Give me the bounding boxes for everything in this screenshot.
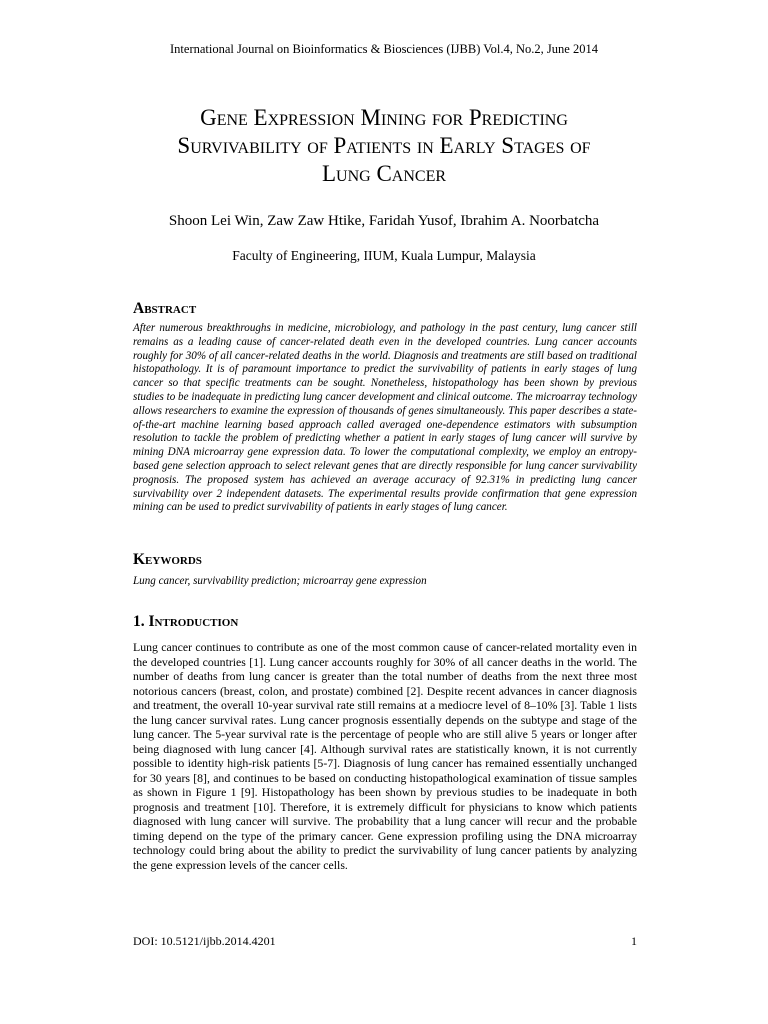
introduction-text: Lung cancer continues to contribute as one of the most common cause of cancer-related mortality even in the developed countries [1]. Lung cancer accounts roughly for 30% of all cancer deaths in the world. The number of deaths from lung cancer is greater than the total number of deaths from the next three most notorious cancers (breast, colon, and prostate) combined [2]. Despite recent advances in cancer diagnosis and treatment, the overall 10-year survival rate still remains at a mediocre level of 8–10% [3]. Table 1 lists the lung cancer survival rates. Lung cancer prognosis essentially depends on the subtype and stage of the lung cancer. The 5-year survival rate is the percentage of people who are still alive 5 years or longer after being diagnosed with lung cancer [4]. Although survival rates are statistically known, it is not currently possible to identity high-risk patients [5-7]. Diagnosis of lung cancer has remained essentially unchanged for 30 years [8], and continues to be based on conducting histopathological examination of tissue samples as shown in Figure 1 [9]. Histopathology has been shown by previous studies to be inadequate in both prognosis and treatment [10]. Therefore, it is extremely difficult for physicians to know which patients diagnosed with lung cancer will survive. The probability that a lung cancer will recur and the probable timing depend on the type of the primary cancer. Gene expression profiling using the DNA microarray technology could bring about the ability to predict the survivability of lung cancer patients by analyzing the gene expression levels of the cancer cells.: [133, 640, 637, 872]
keywords-heading: Keywords: [133, 551, 202, 568]
title-line: Lung Cancer: [321, 161, 447, 186]
affiliation: Faculty of Engineering, IIUM, Kuala Lumpur, Malaysia: [232, 248, 536, 263]
keywords-text: Lung cancer, survivability prediction; microarray gene expression: [133, 575, 427, 587]
abstract-text: After numerous breakthroughs in medicine, microbiology, and pathology in the past century, lung cancer still remains as a leading cause of cancer-related death even in the developed countries. Lung cancer accounts roughly for 30% of all cancer-related deaths in the world. Diagnosis and treatments are still based on traditional histopathology. It is of paramount importance to predict the survivability of patients in early stages of lung cancer so that specific treatments can be sought. Nonetheless, histopathology has been shown by previous studies to be inadequate in predicting lung cancer development and clinical outcome. The microarray technology allows researchers to examine the expression of thousands of genes simultaneously. This paper describes a state-of-the-art machine learning based approach called averaged one-dependence estimators with subsumption resolution to tackle the problem of predicting whether a patient in early stages of lung cancer will survive by mining DNA microarray gene expression data. To lower the computational complexity, we employ an entropy-based gene selection approach to select relevant genes that are directly responsible for lung cancer survivability prognosis. The proposed system has achieved an average accuracy of 92.31% in predicting lung cancer survivability over 2 independent datasets. The experimental results provide confirmation that gene expression mining can be used to predict survivability of patients in early stages of lung cancer.: [133, 322, 637, 514]
footer-doi: DOI: 10.5121/ijbb.2014.4201: [133, 934, 276, 948]
journal-header: International Journal on Bioinformatics & Biosciences (IJBB) Vol.4, No.2, June 2014: [170, 42, 598, 56]
title-line: Gene Expression Mining for Predicting: [200, 105, 568, 130]
title-line: Survivability of Patients in Early Stages of: [177, 133, 591, 158]
paper-title: [100, 104, 668, 188]
author-list: Shoon Lei Win, Zaw Zaw Htike, Faridah Yusof, Ibrahim A. Noorbatcha: [168, 213, 600, 229]
page-number: 1: [631, 934, 637, 948]
abstract-heading: Abstract: [133, 300, 197, 317]
introduction-heading: 1. Introduction: [133, 613, 239, 630]
